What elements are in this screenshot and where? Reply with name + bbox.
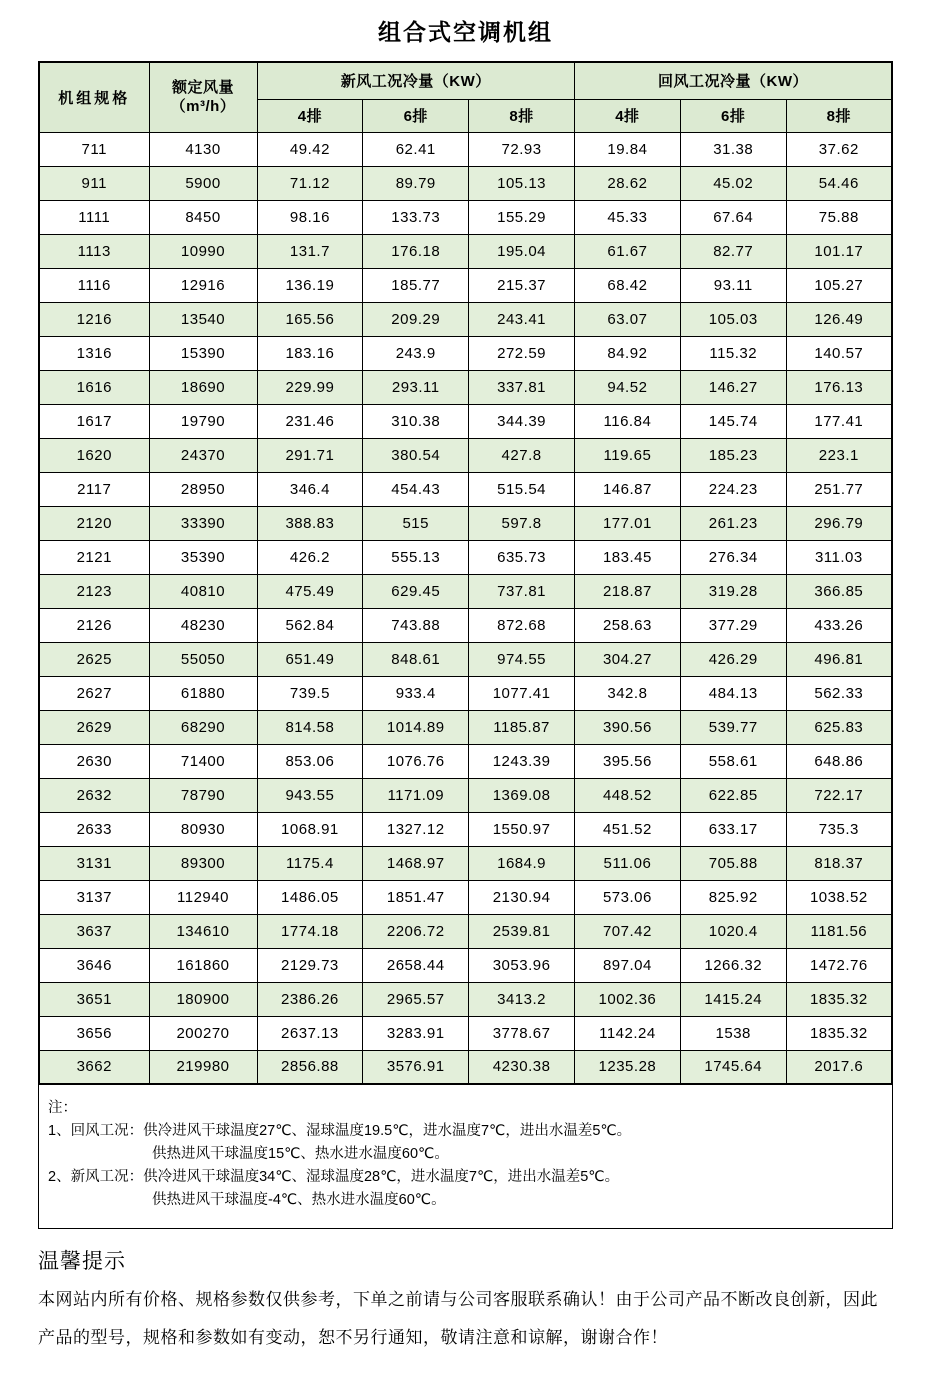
- header-fresh-8rows: 8排: [469, 99, 575, 132]
- cell-fresh-4rows: 1486.05: [257, 880, 363, 914]
- cell-fresh-8rows: 427.8: [469, 438, 575, 472]
- note-line: 供热进风干球温度-4℃、热水进水温度60℃。: [152, 1192, 446, 1208]
- cell-spec: 3137: [39, 880, 149, 914]
- cell-airflow: 18690: [149, 370, 257, 404]
- cell-airflow: 15390: [149, 336, 257, 370]
- notes-box: [38, 1084, 893, 1229]
- header-airflow-line1: 额定风量: [171, 79, 234, 97]
- cell-airflow: 80930: [149, 812, 257, 846]
- cell-fresh-4rows: 229.99: [257, 370, 363, 404]
- cell-return-8rows: 296.79: [786, 506, 892, 540]
- cell-return-8rows: 1038.52: [786, 880, 892, 914]
- cell-spec: 1617: [39, 404, 149, 438]
- cell-airflow: 19790: [149, 404, 257, 438]
- cell-fresh-4rows: 71.12: [257, 166, 363, 200]
- cell-return-6rows: 1538: [680, 1016, 786, 1050]
- cell-airflow: 61880: [149, 676, 257, 710]
- table-row: [39, 778, 892, 812]
- cell-return-6rows: 224.23: [680, 472, 786, 506]
- cell-fresh-4rows: 136.19: [257, 268, 363, 302]
- cell-fresh-6rows: 848.61: [363, 642, 469, 676]
- cell-airflow: 134610: [149, 914, 257, 948]
- cell-fresh-6rows: 629.45: [363, 574, 469, 608]
- notes-lines: [48, 1120, 882, 1212]
- cell-return-4rows: 511.06: [574, 846, 680, 880]
- table-row: [39, 302, 892, 336]
- table-row: [39, 812, 892, 846]
- cell-return-6rows: 633.17: [680, 812, 786, 846]
- cell-return-6rows: 377.29: [680, 608, 786, 642]
- cell-fresh-6rows: 454.43: [363, 472, 469, 506]
- header-airflow: [149, 62, 257, 132]
- table-row: [39, 1050, 892, 1084]
- header-return-4rows: 4排: [574, 99, 680, 132]
- cell-return-4rows: 451.52: [574, 812, 680, 846]
- cell-return-6rows: 558.61: [680, 744, 786, 778]
- cell-airflow: 48230: [149, 608, 257, 642]
- note-line: 1、回风工况：供冷进风干球温度27℃、湿球温度19.5℃，进水温度7℃，进出水温差5℃。: [48, 1123, 632, 1139]
- cell-return-8rows: 126.49: [786, 302, 892, 336]
- cell-return-8rows: 176.13: [786, 370, 892, 404]
- cell-return-4rows: 218.87: [574, 574, 680, 608]
- footer-heading: 温馨提示: [38, 1250, 126, 1273]
- cell-airflow: 161860: [149, 948, 257, 982]
- cell-return-4rows: 19.84: [574, 132, 680, 166]
- cell-fresh-8rows: 272.59: [469, 336, 575, 370]
- cell-fresh-6rows: 133.73: [363, 200, 469, 234]
- cell-return-4rows: 304.27: [574, 642, 680, 676]
- cell-spec: 3637: [39, 914, 149, 948]
- cell-return-8rows: 54.46: [786, 166, 892, 200]
- cell-return-8rows: 496.81: [786, 642, 892, 676]
- cell-fresh-4rows: 2856.88: [257, 1050, 363, 1084]
- cell-return-4rows: 258.63: [574, 608, 680, 642]
- cell-return-4rows: 68.42: [574, 268, 680, 302]
- cell-fresh-8rows: 1243.39: [469, 744, 575, 778]
- cell-fresh-4rows: 131.7: [257, 234, 363, 268]
- cell-airflow: 71400: [149, 744, 257, 778]
- cell-fresh-6rows: 1014.89: [363, 710, 469, 744]
- cell-airflow: 78790: [149, 778, 257, 812]
- cell-fresh-8rows: 3413.2: [469, 982, 575, 1016]
- cell-return-6rows: 1266.32: [680, 948, 786, 982]
- cell-return-8rows: 140.57: [786, 336, 892, 370]
- cell-return-4rows: 897.04: [574, 948, 680, 982]
- table-row: [39, 540, 892, 574]
- cell-return-8rows: 311.03: [786, 540, 892, 574]
- cell-return-4rows: 146.87: [574, 472, 680, 506]
- cell-fresh-8rows: 1369.08: [469, 778, 575, 812]
- cell-fresh-6rows: 1468.97: [363, 846, 469, 880]
- cell-spec: 3651: [39, 982, 149, 1016]
- cell-return-8rows: 2017.6: [786, 1050, 892, 1084]
- cell-return-6rows: 82.77: [680, 234, 786, 268]
- cell-airflow: 219980: [149, 1050, 257, 1084]
- cell-spec: 3646: [39, 948, 149, 982]
- cell-return-8rows: 1181.56: [786, 914, 892, 948]
- cell-fresh-4rows: 1774.18: [257, 914, 363, 948]
- cell-return-8rows: 251.77: [786, 472, 892, 506]
- table-row: [39, 642, 892, 676]
- header-fresh-air-group: 新风工况冷量（KW）: [257, 62, 574, 99]
- header-fresh-6rows: 6排: [363, 99, 469, 132]
- cell-fresh-6rows: 743.88: [363, 608, 469, 642]
- cell-return-4rows: 84.92: [574, 336, 680, 370]
- cell-airflow: 55050: [149, 642, 257, 676]
- cell-airflow: 40810: [149, 574, 257, 608]
- cell-return-6rows: 45.02: [680, 166, 786, 200]
- cell-return-8rows: 818.37: [786, 846, 892, 880]
- cell-return-4rows: 1235.28: [574, 1050, 680, 1084]
- cell-fresh-6rows: 1851.47: [363, 880, 469, 914]
- cell-return-8rows: 37.62: [786, 132, 892, 166]
- cell-fresh-6rows: 62.41: [363, 132, 469, 166]
- header-airflow-line2: （m³/h）: [170, 98, 236, 116]
- cell-spec: 2120: [39, 506, 149, 540]
- table-row: [39, 710, 892, 744]
- cell-fresh-4rows: 231.46: [257, 404, 363, 438]
- cell-spec: 1113: [39, 234, 149, 268]
- cell-fresh-8rows: 155.29: [469, 200, 575, 234]
- header-return-6rows: 6排: [680, 99, 786, 132]
- cell-airflow: 89300: [149, 846, 257, 880]
- note-line: 2、新风工况：供冷进风干球温度34℃、湿球温度28℃，进水温度7℃，进出水温差5℃。: [48, 1169, 620, 1185]
- cell-fresh-8rows: 597.8: [469, 506, 575, 540]
- cell-return-4rows: 1142.24: [574, 1016, 680, 1050]
- cell-return-4rows: 28.62: [574, 166, 680, 200]
- cell-fresh-6rows: 2965.57: [363, 982, 469, 1016]
- cell-fresh-4rows: 426.2: [257, 540, 363, 574]
- spec-table: [38, 61, 893, 1085]
- cell-spec: 1616: [39, 370, 149, 404]
- table-row: [39, 404, 892, 438]
- cell-fresh-8rows: 195.04: [469, 234, 575, 268]
- cell-fresh-6rows: 1076.76: [363, 744, 469, 778]
- cell-airflow: 5900: [149, 166, 257, 200]
- cell-fresh-6rows: 1171.09: [363, 778, 469, 812]
- footer: [38, 1245, 893, 1357]
- cell-spec: 3656: [39, 1016, 149, 1050]
- cell-fresh-8rows: 1684.9: [469, 846, 575, 880]
- cell-fresh-8rows: 2130.94: [469, 880, 575, 914]
- cell-fresh-6rows: 176.18: [363, 234, 469, 268]
- cell-fresh-6rows: 243.9: [363, 336, 469, 370]
- cell-fresh-8rows: 215.37: [469, 268, 575, 302]
- header-group-row: [39, 62, 892, 99]
- cell-return-8rows: 1835.32: [786, 982, 892, 1016]
- cell-airflow: 112940: [149, 880, 257, 914]
- cell-airflow: 10990: [149, 234, 257, 268]
- cell-airflow: 4130: [149, 132, 257, 166]
- cell-fresh-4rows: 651.49: [257, 642, 363, 676]
- cell-return-4rows: 63.07: [574, 302, 680, 336]
- cell-fresh-4rows: 562.84: [257, 608, 363, 642]
- cell-spec: 3662: [39, 1050, 149, 1084]
- header-return-8rows: 8排: [786, 99, 892, 132]
- cell-return-8rows: 177.41: [786, 404, 892, 438]
- cell-return-6rows: 145.74: [680, 404, 786, 438]
- cell-fresh-6rows: 310.38: [363, 404, 469, 438]
- cell-return-4rows: 707.42: [574, 914, 680, 948]
- table-row: [39, 744, 892, 778]
- cell-fresh-8rows: 105.13: [469, 166, 575, 200]
- cell-return-4rows: 61.67: [574, 234, 680, 268]
- cell-return-6rows: 319.28: [680, 574, 786, 608]
- cell-spec: 2632: [39, 778, 149, 812]
- cell-return-8rows: 366.85: [786, 574, 892, 608]
- page-title: 组合式空调机组: [378, 19, 553, 45]
- cell-fresh-8rows: 1550.97: [469, 812, 575, 846]
- cell-fresh-4rows: 943.55: [257, 778, 363, 812]
- cell-fresh-8rows: 515.54: [469, 472, 575, 506]
- cell-fresh-8rows: 72.93: [469, 132, 575, 166]
- cell-spec: 2627: [39, 676, 149, 710]
- cell-fresh-4rows: 814.58: [257, 710, 363, 744]
- footer-body: 本网站内所有价格、规格参数仅供参考，下单之前请与公司客服联系确认！由于公司产品不断改良创新，因此产品的型号，规格和参数如有变动，恕不另行通知，敬请注意和谅解，谢谢合作！: [38, 1290, 878, 1347]
- cell-fresh-8rows: 872.68: [469, 608, 575, 642]
- cell-spec: 1116: [39, 268, 149, 302]
- table-row: [39, 472, 892, 506]
- cell-return-6rows: 67.64: [680, 200, 786, 234]
- cell-return-6rows: 276.34: [680, 540, 786, 574]
- table-row: [39, 948, 892, 982]
- cell-return-6rows: 825.92: [680, 880, 786, 914]
- cell-fresh-4rows: 291.71: [257, 438, 363, 472]
- note-line: 供热进风干球温度15℃、热水进水温度60℃。: [152, 1146, 449, 1162]
- cell-fresh-8rows: 737.81: [469, 574, 575, 608]
- cell-fresh-6rows: 380.54: [363, 438, 469, 472]
- cell-return-8rows: 562.33: [786, 676, 892, 710]
- cell-spec: 2121: [39, 540, 149, 574]
- cell-return-6rows: 115.32: [680, 336, 786, 370]
- cell-fresh-6rows: 555.13: [363, 540, 469, 574]
- table-row: [39, 438, 892, 472]
- cell-fresh-4rows: 98.16: [257, 200, 363, 234]
- cell-return-6rows: 93.11: [680, 268, 786, 302]
- cell-fresh-6rows: 933.4: [363, 676, 469, 710]
- notes-label: 注：: [48, 1100, 77, 1116]
- cell-fresh-4rows: 1175.4: [257, 846, 363, 880]
- cell-fresh-6rows: 293.11: [363, 370, 469, 404]
- cell-spec: 1111: [39, 200, 149, 234]
- header-return-air-group: 回风工况冷量（KW）: [574, 62, 892, 99]
- cell-airflow: 180900: [149, 982, 257, 1016]
- cell-return-6rows: 105.03: [680, 302, 786, 336]
- cell-fresh-6rows: 1327.12: [363, 812, 469, 846]
- cell-spec: 1216: [39, 302, 149, 336]
- cell-fresh-6rows: 2658.44: [363, 948, 469, 982]
- table-row: [39, 132, 892, 166]
- cell-spec: 2123: [39, 574, 149, 608]
- cell-fresh-6rows: 185.77: [363, 268, 469, 302]
- cell-spec: 2633: [39, 812, 149, 846]
- cell-spec: 2126: [39, 608, 149, 642]
- cell-fresh-8rows: 243.41: [469, 302, 575, 336]
- cell-return-6rows: 484.13: [680, 676, 786, 710]
- cell-spec: 911: [39, 166, 149, 200]
- cell-fresh-4rows: 2386.26: [257, 982, 363, 1016]
- cell-return-8rows: 105.27: [786, 268, 892, 302]
- cell-fresh-4rows: 388.83: [257, 506, 363, 540]
- cell-spec: 2630: [39, 744, 149, 778]
- cell-return-4rows: 395.56: [574, 744, 680, 778]
- cell-fresh-8rows: 337.81: [469, 370, 575, 404]
- table-row: [39, 676, 892, 710]
- cell-spec: 1316: [39, 336, 149, 370]
- cell-airflow: 24370: [149, 438, 257, 472]
- cell-return-4rows: 119.65: [574, 438, 680, 472]
- cell-return-4rows: 342.8: [574, 676, 680, 710]
- cell-return-6rows: 426.29: [680, 642, 786, 676]
- cell-fresh-8rows: 635.73: [469, 540, 575, 574]
- cell-return-6rows: 1020.4: [680, 914, 786, 948]
- header-fresh-4rows: 4排: [257, 99, 363, 132]
- table-row: [39, 914, 892, 948]
- cell-return-6rows: 705.88: [680, 846, 786, 880]
- cell-return-8rows: 223.1: [786, 438, 892, 472]
- cell-return-4rows: 183.45: [574, 540, 680, 574]
- cell-airflow: 68290: [149, 710, 257, 744]
- table-row: [39, 268, 892, 302]
- cell-return-8rows: 1835.32: [786, 1016, 892, 1050]
- cell-fresh-4rows: 1068.91: [257, 812, 363, 846]
- table-body: [39, 132, 892, 1084]
- cell-fresh-4rows: 49.42: [257, 132, 363, 166]
- cell-fresh-8rows: 974.55: [469, 642, 575, 676]
- cell-fresh-8rows: 3778.67: [469, 1016, 575, 1050]
- cell-return-4rows: 177.01: [574, 506, 680, 540]
- table-row: [39, 574, 892, 608]
- cell-return-4rows: 45.33: [574, 200, 680, 234]
- cell-fresh-4rows: 853.06: [257, 744, 363, 778]
- cell-airflow: 13540: [149, 302, 257, 336]
- cell-return-8rows: 75.88: [786, 200, 892, 234]
- cell-fresh-4rows: 475.49: [257, 574, 363, 608]
- table-row: [39, 846, 892, 880]
- cell-spec: 2117: [39, 472, 149, 506]
- table-row: [39, 982, 892, 1016]
- cell-spec: 2629: [39, 710, 149, 744]
- cell-airflow: 35390: [149, 540, 257, 574]
- table-row: [39, 336, 892, 370]
- cell-fresh-8rows: 1185.87: [469, 710, 575, 744]
- cell-return-8rows: 101.17: [786, 234, 892, 268]
- cell-fresh-8rows: 3053.96: [469, 948, 575, 982]
- table-row: [39, 506, 892, 540]
- cell-return-6rows: 146.27: [680, 370, 786, 404]
- cell-return-4rows: 94.52: [574, 370, 680, 404]
- cell-airflow: 28950: [149, 472, 257, 506]
- cell-airflow: 8450: [149, 200, 257, 234]
- table-header: [39, 62, 892, 132]
- cell-return-8rows: 625.83: [786, 710, 892, 744]
- cell-fresh-8rows: 344.39: [469, 404, 575, 438]
- cell-return-6rows: 622.85: [680, 778, 786, 812]
- table-row: [39, 200, 892, 234]
- cell-return-6rows: 31.38: [680, 132, 786, 166]
- cell-return-8rows: 722.17: [786, 778, 892, 812]
- table-row: [39, 880, 892, 914]
- cell-return-6rows: 1415.24: [680, 982, 786, 1016]
- cell-fresh-4rows: 2129.73: [257, 948, 363, 982]
- cell-return-8rows: 433.26: [786, 608, 892, 642]
- table-row: [39, 1016, 892, 1050]
- cell-spec: 2625: [39, 642, 149, 676]
- cell-return-4rows: 116.84: [574, 404, 680, 438]
- cell-fresh-4rows: 739.5: [257, 676, 363, 710]
- cell-fresh-6rows: 515: [363, 506, 469, 540]
- cell-return-8rows: 1472.76: [786, 948, 892, 982]
- cell-fresh-8rows: 1077.41: [469, 676, 575, 710]
- cell-fresh-6rows: 209.29: [363, 302, 469, 336]
- table-row: [39, 234, 892, 268]
- cell-return-6rows: 539.77: [680, 710, 786, 744]
- table-row: [39, 370, 892, 404]
- cell-airflow: 33390: [149, 506, 257, 540]
- cell-return-8rows: 735.3: [786, 812, 892, 846]
- cell-fresh-6rows: 3576.91: [363, 1050, 469, 1084]
- cell-return-6rows: 1745.64: [680, 1050, 786, 1084]
- cell-fresh-6rows: 2206.72: [363, 914, 469, 948]
- cell-spec: 3131: [39, 846, 149, 880]
- cell-return-4rows: 573.06: [574, 880, 680, 914]
- cell-fresh-4rows: 165.56: [257, 302, 363, 336]
- cell-return-4rows: 390.56: [574, 710, 680, 744]
- cell-fresh-6rows: 89.79: [363, 166, 469, 200]
- cell-return-6rows: 261.23: [680, 506, 786, 540]
- cell-airflow: 200270: [149, 1016, 257, 1050]
- cell-fresh-4rows: 346.4: [257, 472, 363, 506]
- table-row: [39, 608, 892, 642]
- cell-airflow: 12916: [149, 268, 257, 302]
- cell-fresh-8rows: 4230.38: [469, 1050, 575, 1084]
- cell-return-8rows: 648.86: [786, 744, 892, 778]
- header-spec: 机组规格: [39, 62, 149, 132]
- cell-fresh-4rows: 2637.13: [257, 1016, 363, 1050]
- cell-fresh-4rows: 183.16: [257, 336, 363, 370]
- cell-fresh-6rows: 3283.91: [363, 1016, 469, 1050]
- cell-spec: 711: [39, 132, 149, 166]
- cell-return-4rows: 1002.36: [574, 982, 680, 1016]
- cell-return-6rows: 185.23: [680, 438, 786, 472]
- cell-fresh-8rows: 2539.81: [469, 914, 575, 948]
- cell-spec: 1620: [39, 438, 149, 472]
- table-row: [39, 166, 892, 200]
- cell-return-4rows: 448.52: [574, 778, 680, 812]
